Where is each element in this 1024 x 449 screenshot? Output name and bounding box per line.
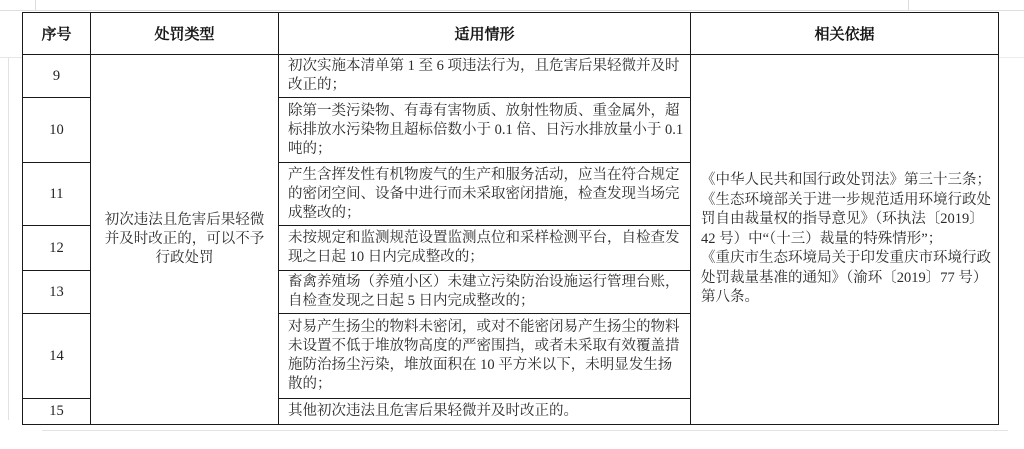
header-seq-no: 序号 — [23, 13, 91, 55]
gridline-artifact-tick-right — [908, 0, 909, 10]
page-edge-artifact — [8, 57, 9, 420]
row-number-15: 15 — [23, 399, 91, 425]
header-applicable-situation: 适用情形 — [279, 13, 691, 55]
references-cell — [691, 55, 999, 425]
header-penalty-type: 处罚类型 — [91, 13, 279, 55]
table-header-row — [23, 13, 999, 55]
row-number-9: 9 — [23, 55, 91, 98]
situation-cell-15: 其他初次违法且危害后果轻微并及时改正的。 — [279, 399, 691, 425]
reference-item-2: 《生态环境部关于进一步规范适用环境行政处罚自由裁量权的指导意见》（环执法〔2019〕42 号）中“（十三）裁量的特殊情形”； — [701, 191, 991, 247]
situation-cell-11: 产生含挥发性有机物废气的生产和服务活动，应当在符合规定的密闭空间、设备中进行而未采取密闭措施，检查发现当场完成整改的； — [279, 163, 691, 226]
gridline-artifact-tick-left — [35, 0, 36, 10]
penalty-table — [22, 12, 999, 425]
table-bottom-shadow — [42, 430, 1008, 431]
situation-cell-12: 未按规定和监测规范设置监测点位和采样检测平台，自检查发现之日起 10 日内完成整改的； — [279, 226, 691, 271]
situation-cell-13: 畜禽养殖场（养殖小区）未建立污染防治设施运行管理台账，自检查发现之日起 5 日内完成整改的； — [279, 271, 691, 314]
row-number-12: 12 — [23, 226, 91, 271]
penalty-type-cell: 初次违法且危害后果轻微并及时改正的，可以不予行政处罚 — [91, 55, 279, 425]
row-number-14: 14 — [23, 314, 91, 399]
situation-cell-10: 除第一类污染物、有毒有害物质、放射性物质、重金属外，超标排放水污染物且超标倍数小于 0.1 倍、日污水排放量小于 0.1 吨的； — [279, 98, 691, 163]
reference-item-3: 《重庆市生态环境局关于印发重庆市环境行政处罚裁量基准的通知》（渝环〔2019〕77 号）第八条。 — [701, 250, 991, 306]
situation-cell-9: 初次实施本清单第 1 至 6 项违法行为，且危害后果轻微并及时改正的； — [279, 55, 691, 98]
reference-item-1: 《中华人民共和国行政处罚法》第三十三条； — [701, 172, 991, 189]
gridline-artifact-mid-left — [0, 57, 22, 58]
header-related-basis: 相关依据 — [691, 13, 999, 55]
row-number-13: 13 — [23, 271, 91, 314]
gridline-artifact-top — [0, 10, 1024, 11]
row-number-10: 10 — [23, 98, 91, 163]
row-number-11: 11 — [23, 163, 91, 226]
situation-cell-14: 对易产生扬尘的物料未密闭，或对不能密闭易产生扬尘的物料未设置不低于堆放物高度的严密围挡，或者未采取有效覆盖措施防治扬尘污染，堆放面积在 10 平方米以下，未明显发生扬散的； — [279, 314, 691, 399]
table-row-9 — [23, 55, 999, 98]
